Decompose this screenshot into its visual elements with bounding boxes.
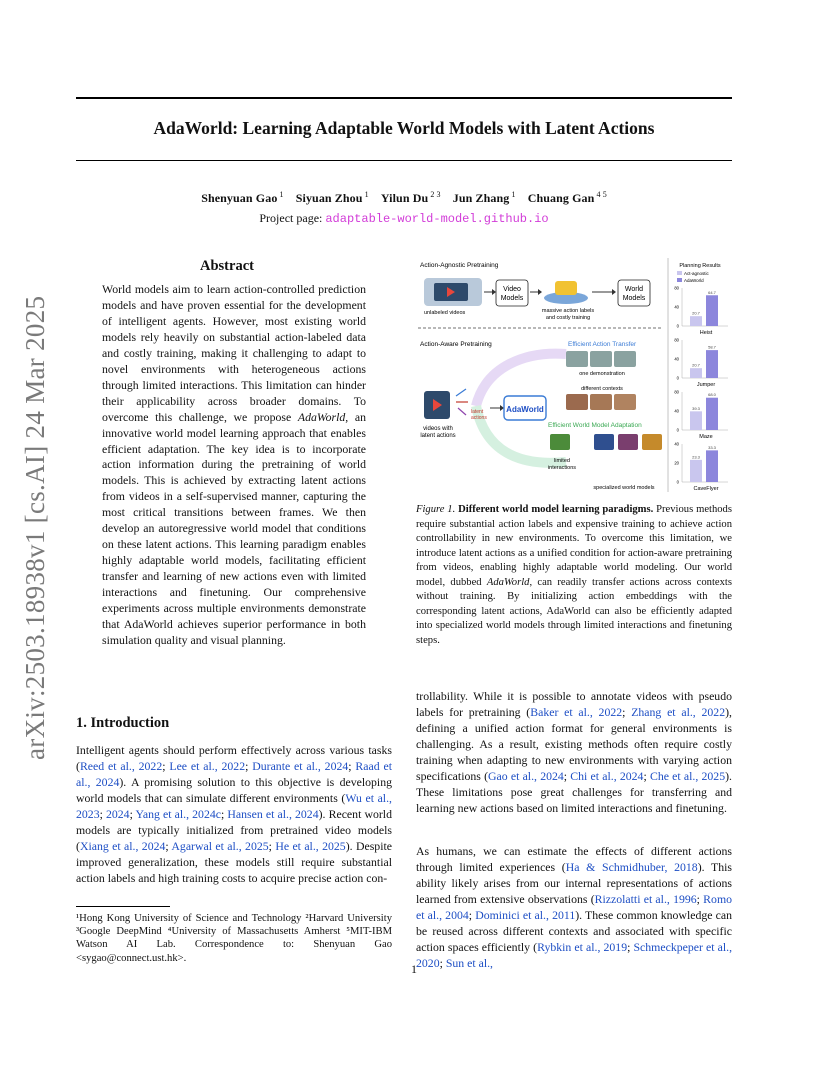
- arrow-2-head: [538, 289, 542, 295]
- limited-label-2: interactions: [547, 465, 577, 471]
- chart-bar: [706, 398, 718, 430]
- paragraph-text: ;: [129, 806, 136, 821]
- video-models-label-1: Video: [503, 286, 521, 293]
- game-thumbnails: [550, 434, 662, 450]
- chart-category-label: CaveFlyer: [693, 486, 719, 492]
- chart-bar: [706, 350, 718, 378]
- label-stack-icon: [555, 281, 577, 295]
- world-models-box: [618, 280, 650, 306]
- chart-tick-label: 80: [674, 337, 679, 343]
- video-models-label-2: Models: [500, 295, 524, 302]
- paragraph-text: ). Recent world models are typically initialized from pretrained video models (: [76, 806, 392, 853]
- author-name: Yilun Du: [380, 191, 429, 205]
- footnote: ¹Hong Kong University of Science and Technology ²Harvard University ³Google DeepMind ⁴University of Massachusetts Amherst ⁵MIT-IBM Watson AI Lab. Correspondence to: Shenyuan Gao <sygao@connect.ust.hk>.: [76, 913, 392, 964]
- arrow-3-head: [612, 289, 616, 295]
- chart-bar: [690, 316, 702, 326]
- paragraph-text: As humans, we can estimate the effects of different actions through limited experiences (: [416, 844, 732, 874]
- citation-link[interactable]: He et al., 2025: [275, 838, 346, 853]
- massive-labels-1: massive action labels: [541, 308, 595, 314]
- paragraph-text: ;: [162, 758, 170, 773]
- transfer-context-frames: [566, 394, 636, 410]
- paragraph-text: ;: [627, 939, 634, 954]
- paragraph-text: ). These common knowledge can be reused across different contexts and associated with specific action spaces efficiently (: [416, 907, 732, 954]
- intro-paragraph-3: [416, 844, 732, 972]
- project-label: Project page:: [259, 211, 323, 225]
- caption-label: Figure 1.: [416, 504, 456, 515]
- citation-link[interactable]: Romo et al., 2004: [416, 891, 733, 922]
- latent-actions-label-2: actions: [471, 415, 487, 421]
- paragraph-text: ;: [348, 758, 356, 773]
- paragraph-text: ;: [99, 806, 106, 821]
- citation-link[interactable]: Zhang et al., 2022: [631, 704, 726, 719]
- chart-bar: [690, 368, 702, 378]
- paragraph-text: ;: [468, 907, 476, 922]
- project-link[interactable]: adaptable-world-model.github.io: [325, 212, 549, 226]
- chart-data-label: 20.7: [692, 310, 700, 316]
- paper-title: AdaWorld: Learning Adaptable World Models with Latent Actions: [153, 118, 655, 138]
- citation-link[interactable]: Raad et al., 2024: [76, 758, 392, 789]
- paragraph-text: ;: [245, 758, 253, 773]
- citation-link[interactable]: Rizzolatti et al., 1996: [594, 891, 697, 906]
- legend-swatch-agnostic: [677, 271, 682, 275]
- latent-actions-icon: [456, 389, 468, 415]
- caption-text-1: Previous methods require substantial action labels and expensive training to achieve action controllability in new environments. To overcome this limitation, we introduce latent actions as a unified condition for action-aware pretraining from videos, enabling highly adaptable world modeling. Our world model, dubbed: [416, 504, 732, 588]
- paragraph-text: ;: [643, 768, 650, 783]
- citation-link[interactable]: Xiang et al., 2024: [79, 838, 166, 853]
- chart-tick-label: 0: [676, 375, 679, 381]
- author-affiliation: 1: [362, 190, 369, 199]
- one-demo-label: one demonstration: [579, 371, 625, 377]
- top-section-label: Action-Agnostic Pretraining: [420, 262, 499, 269]
- chart-category-label: Heist: [699, 330, 713, 336]
- chart-data-label: 33.3: [708, 444, 716, 450]
- transfer-title: Efficient Action Transfer: [568, 341, 637, 348]
- chart-title: Planning Results: [679, 263, 721, 269]
- caption-method-name: AdaWorld: [486, 576, 530, 588]
- chart-tick-label: 40: [674, 304, 679, 310]
- page-number: 1: [411, 962, 417, 976]
- bottom-section-label: Action-Aware Pretraining: [420, 341, 492, 348]
- author-affiliation: 1: [277, 190, 284, 199]
- chart-tick-label: 0: [676, 323, 679, 329]
- chart-bar: [690, 411, 702, 430]
- chart-tick-label: 0: [676, 427, 679, 433]
- paragraph-text: ;: [622, 704, 632, 719]
- chart-tick-label: 0: [676, 479, 679, 485]
- citation-link[interactable]: Durante et al., 2024: [252, 758, 349, 773]
- figure-caption: [416, 503, 732, 648]
- world-models-label-1: World: [624, 286, 644, 293]
- footnote-rule: [76, 906, 170, 907]
- abstract-text-1: World models aim to learn action-controlled prediction models and have proven essential for the development of intelligent agents. However, most existing world models rely heavily on substantial action-labeled data and costly training, making it challenging to adapt to novel environments with heterogeneous actions through limited interactions. This limitation can hinder their applicability across broader domains. To overcome this challenge, we propose: [102, 282, 366, 424]
- world-models-label-2: Models: [622, 295, 646, 302]
- author-name: Jun Zhang: [452, 191, 510, 205]
- author-name: Chuang Gan: [527, 191, 595, 205]
- legend-adaworld: AdaWorld: [684, 278, 704, 283]
- chart-bar: [706, 450, 718, 482]
- citation-link[interactable]: 2024: [105, 806, 130, 821]
- specialized-label: specialized world models: [593, 485, 655, 491]
- chart-bar: [706, 295, 718, 326]
- paragraph-text: ;: [696, 891, 704, 906]
- paragraph-text: ;: [165, 838, 172, 853]
- chart-category-label: Jumper: [696, 382, 716, 388]
- top-rule: [76, 97, 732, 99]
- chart-tick-label: 80: [674, 389, 679, 395]
- citation-link[interactable]: Agarwal et al., 2025: [171, 838, 269, 853]
- chart-category-label: Maze: [699, 434, 713, 440]
- project-page: [76, 211, 732, 226]
- videos-with-label-2: latent actions: [420, 433, 456, 439]
- arxiv-stamp-text: arXiv:2503.18938v1 [cs.AI] 24 Mar 2025: [20, 295, 50, 760]
- paragraph-text: ;: [268, 838, 276, 853]
- author-list: [76, 190, 732, 206]
- diff-contexts-label: different contexts: [581, 386, 623, 392]
- chart-data-label: 20.7: [692, 362, 700, 368]
- abstract-body: [102, 282, 366, 649]
- paragraph-text: ). This ability likely arises from our internal representations of actions learned from extensive observations (: [416, 859, 732, 906]
- citation-link[interactable]: Baker et al., 2022: [530, 704, 623, 719]
- chart-data-label: 39.3: [692, 405, 700, 411]
- caption-title: Different world model learning paradigms.: [458, 504, 654, 515]
- citation-link[interactable]: Ha & Schmidhuber, 2018: [565, 859, 698, 874]
- chart-bar: [690, 460, 702, 482]
- legend-swatch-adaworld: [677, 278, 682, 282]
- paragraph-text: trollability. While it is possible to annotate videos with pseudo labels for pretraining (: [416, 689, 732, 719]
- adapt-title: Efficient World Model Adaptation: [548, 422, 642, 429]
- intro-paragraph-2: [416, 689, 732, 817]
- citation-link[interactable]: Wu et al., 2023: [76, 790, 392, 821]
- legend-agnostic: Act-agnostic: [684, 271, 709, 276]
- planning-chart: [674, 286, 728, 493]
- citation-link[interactable]: Gao et al., 2024: [488, 768, 564, 783]
- citation-link[interactable]: Che et al., 2025: [649, 768, 726, 783]
- citation-link[interactable]: Chi et al., 2024: [570, 768, 644, 783]
- paragraph-text: ;: [220, 806, 228, 821]
- adaworld-label: AdaWorld: [506, 405, 544, 414]
- paragraph-text: Intelligent agents should perform effectively across various tasks (: [76, 743, 392, 773]
- paragraph-text: ), defining a unified action format for general environments is challenging. As a result, existing methods often require costly training when adapting to new environments with varying action specifications (: [416, 704, 732, 783]
- citation-link[interactable]: Schmeckpeper et al., 2020: [416, 939, 733, 970]
- chart-data-label: 64.7: [708, 289, 716, 295]
- author-affiliation: 2 3: [428, 190, 441, 199]
- arrow-1-head: [492, 289, 496, 295]
- paragraph-text: ). These limitations pose great challenges for transferring and learning new actions based on limited interactions and finetuning.: [416, 768, 732, 815]
- author-name: Siyuan Zhou: [295, 191, 363, 205]
- abstract-text-2: , an innovative world model learning approach that enables efficient adaptation. The key idea is to incorporate action information during the pretraining of world models. This is achieved by extracting latent actions from videos in a self-supervised manner, capturing the most critical transitions between frames. We then develop an autoregressive world model that conditions on these latent actions. This learning paradigm enables highly adaptable world models, facilitating efficient transfer and learning of new actions even with limited interactions and finetuning. Our comprehensive experiments across multiple environments demonstrate that AdaWorld achieves superior performance in both simulation quality and visual planning.: [102, 409, 366, 647]
- citation-link[interactable]: Lee et al., 2022: [169, 758, 246, 773]
- author-affiliation: 1: [509, 190, 516, 199]
- chart-tick-label: 40: [674, 356, 679, 362]
- chart-tick-label: 80: [674, 285, 679, 291]
- paragraph-text: ;: [439, 955, 446, 970]
- citation-link[interactable]: Dominici et al., 2011: [475, 907, 576, 922]
- video-models-box: [496, 280, 528, 306]
- citation-link[interactable]: Reed et al., 2022: [79, 758, 163, 773]
- citation-link[interactable]: Sun et al.,: [445, 955, 494, 970]
- chart-data-label: 23.3: [692, 454, 700, 460]
- chart-data-label: 68.0: [708, 392, 716, 398]
- title-rule: [76, 160, 732, 161]
- citation-link[interactable]: Rybkin et al., 2019: [537, 939, 628, 954]
- abstract-method-name: AdaWorld: [297, 409, 346, 424]
- section-heading-introduction: 1. Introduction: [76, 715, 170, 731]
- chart-tick-label: 20: [674, 460, 679, 466]
- videos-with-label-1: videos with: [423, 426, 453, 432]
- chart-tick-label: 40: [674, 408, 679, 414]
- paragraph-text: ;: [563, 768, 571, 783]
- citation-link[interactable]: Hansen et al., 2024: [227, 806, 319, 821]
- citation-link[interactable]: Yang et al., 2024c: [135, 806, 221, 821]
- massive-labels-2: and costly training: [545, 315, 591, 321]
- abstract-heading: Abstract: [200, 258, 254, 274]
- author-affiliation: 4 5: [594, 190, 607, 199]
- limited-label-1: limited: [554, 458, 570, 464]
- figure-1: [416, 256, 732, 496]
- unlabeled-videos-label: unlabeled videos: [424, 310, 466, 316]
- paragraph-text: ). A promising solution to this objective is developing world models that can simulate different environments (: [76, 774, 392, 805]
- caption-text-2: , can readily transfer actions across contexts without training. By initializing action embeddings with the corresponding latent actions, AdaWorld can also be efficiently adapted into specialized world models through limited interactions and finetuning steps.: [416, 576, 732, 646]
- transfer-demo-frames: [566, 351, 636, 367]
- intro-paragraph-1: [76, 743, 392, 887]
- chart-tick-label: 40: [674, 441, 679, 447]
- author-name: Shenyuan Gao: [201, 191, 278, 205]
- latent-actions-label-1: latent: [471, 409, 484, 415]
- chart-data-label: 58.7: [708, 344, 716, 350]
- paragraph-text: ). Despite improved generalization, these models still require substantial action labels and high training costs to acquire precise action con-: [76, 838, 392, 885]
